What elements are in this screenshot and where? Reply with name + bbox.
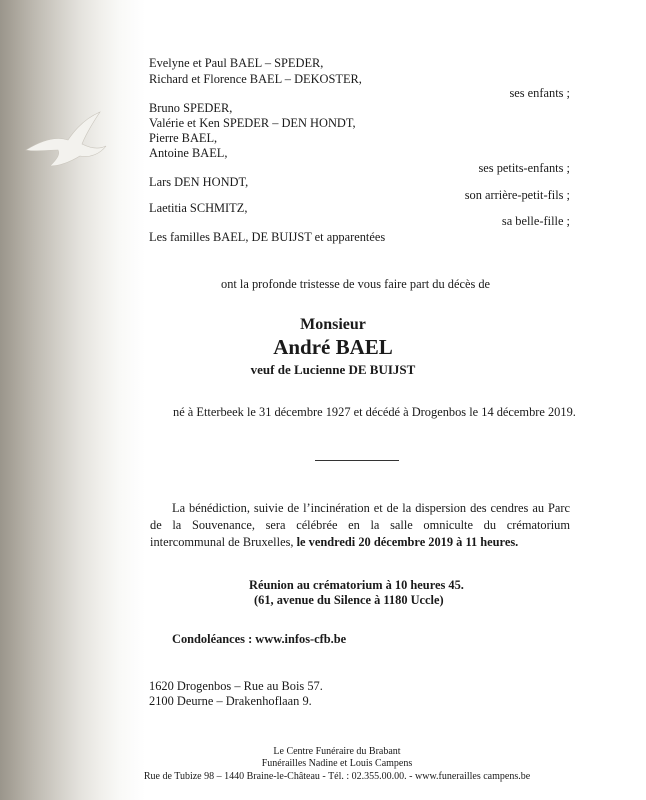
defunt-civilite: Monsieur xyxy=(300,316,366,333)
role-belle-fille: sa belle-fille ; xyxy=(501,214,570,228)
defunt-nom: André BAEL xyxy=(273,335,393,359)
defunt-veuf: veuf de Lucienne DE BUIJST xyxy=(250,362,416,377)
arriere-petit-fils-line: Lars DEN HONDT, xyxy=(149,175,249,189)
enfant-line: Richard et Florence BAEL – DEKOSTER, xyxy=(149,72,362,86)
petit-enfant-line: Bruno SPEDER, xyxy=(149,101,233,115)
petit-enfant-line: Antoine BAEL, xyxy=(149,146,228,160)
ceremonie-date: le vendredi 20 décembre 2019 à 11 heures. xyxy=(296,535,519,549)
petit-enfant-line: Pierre BAEL, xyxy=(149,131,218,145)
dove-emblem xyxy=(20,110,110,180)
role-enfants: ses enfants ; xyxy=(509,86,570,100)
footer-funerailles: Funérailles Nadine et Louis Campens xyxy=(261,758,413,769)
footer-contact: Rue de Tubize 98 – 1440 Braine-le-Château - Tél. : 02.355.00.00. - www.funerailles campens.be xyxy=(143,771,531,782)
adresse-line: 1620 Drogenbos – Rue au Bois 57. xyxy=(149,679,323,693)
adresse-line: 2100 Deurne – Drakenhoflaan 9. xyxy=(149,694,312,708)
dates-line: né à Etterbeek le 31 décembre 1927 et décédé à Drogenbos le 14 décembre 2019. xyxy=(173,405,576,419)
ceremonie-texte: La bénédiction, suivie de l’incinération et de la dispersion des cendres au Parc de la Souvenance, sera célébrée en la salle omniculte du crématorium intercommunal de Bruxelles, xyxy=(150,501,570,549)
separator-rule xyxy=(315,460,399,461)
footer-company: Le Centre Funéraire du Brabant xyxy=(273,746,401,757)
role-petits-enfants: ses petits-enfants ; xyxy=(478,161,570,175)
role-arriere-petit-fils: son arrière-petit-fils ; xyxy=(464,188,570,202)
enfant-line: Evelyne et Paul BAEL – SPEDER, xyxy=(149,56,324,70)
ceremonie-paragraph xyxy=(150,500,570,551)
reunion-line1: Réunion au crématorium à 10 heures 45. xyxy=(249,578,464,592)
familles-line: Les familles BAEL, DE BUIJST et apparentées xyxy=(149,230,386,244)
annonce: ont la profonde tristesse de vous faire part du décès de xyxy=(221,277,491,291)
condoleances-line: Condoléances : www.infos-cfb.be xyxy=(172,632,347,646)
reunion-line2: (61, avenue du Silence à 1180 Uccle) xyxy=(254,593,444,607)
petit-enfant-line: Valérie et Ken SPEDER – DEN HONDT, xyxy=(149,116,356,130)
belle-fille-line: Laetitia SCHMITZ, xyxy=(149,201,248,215)
